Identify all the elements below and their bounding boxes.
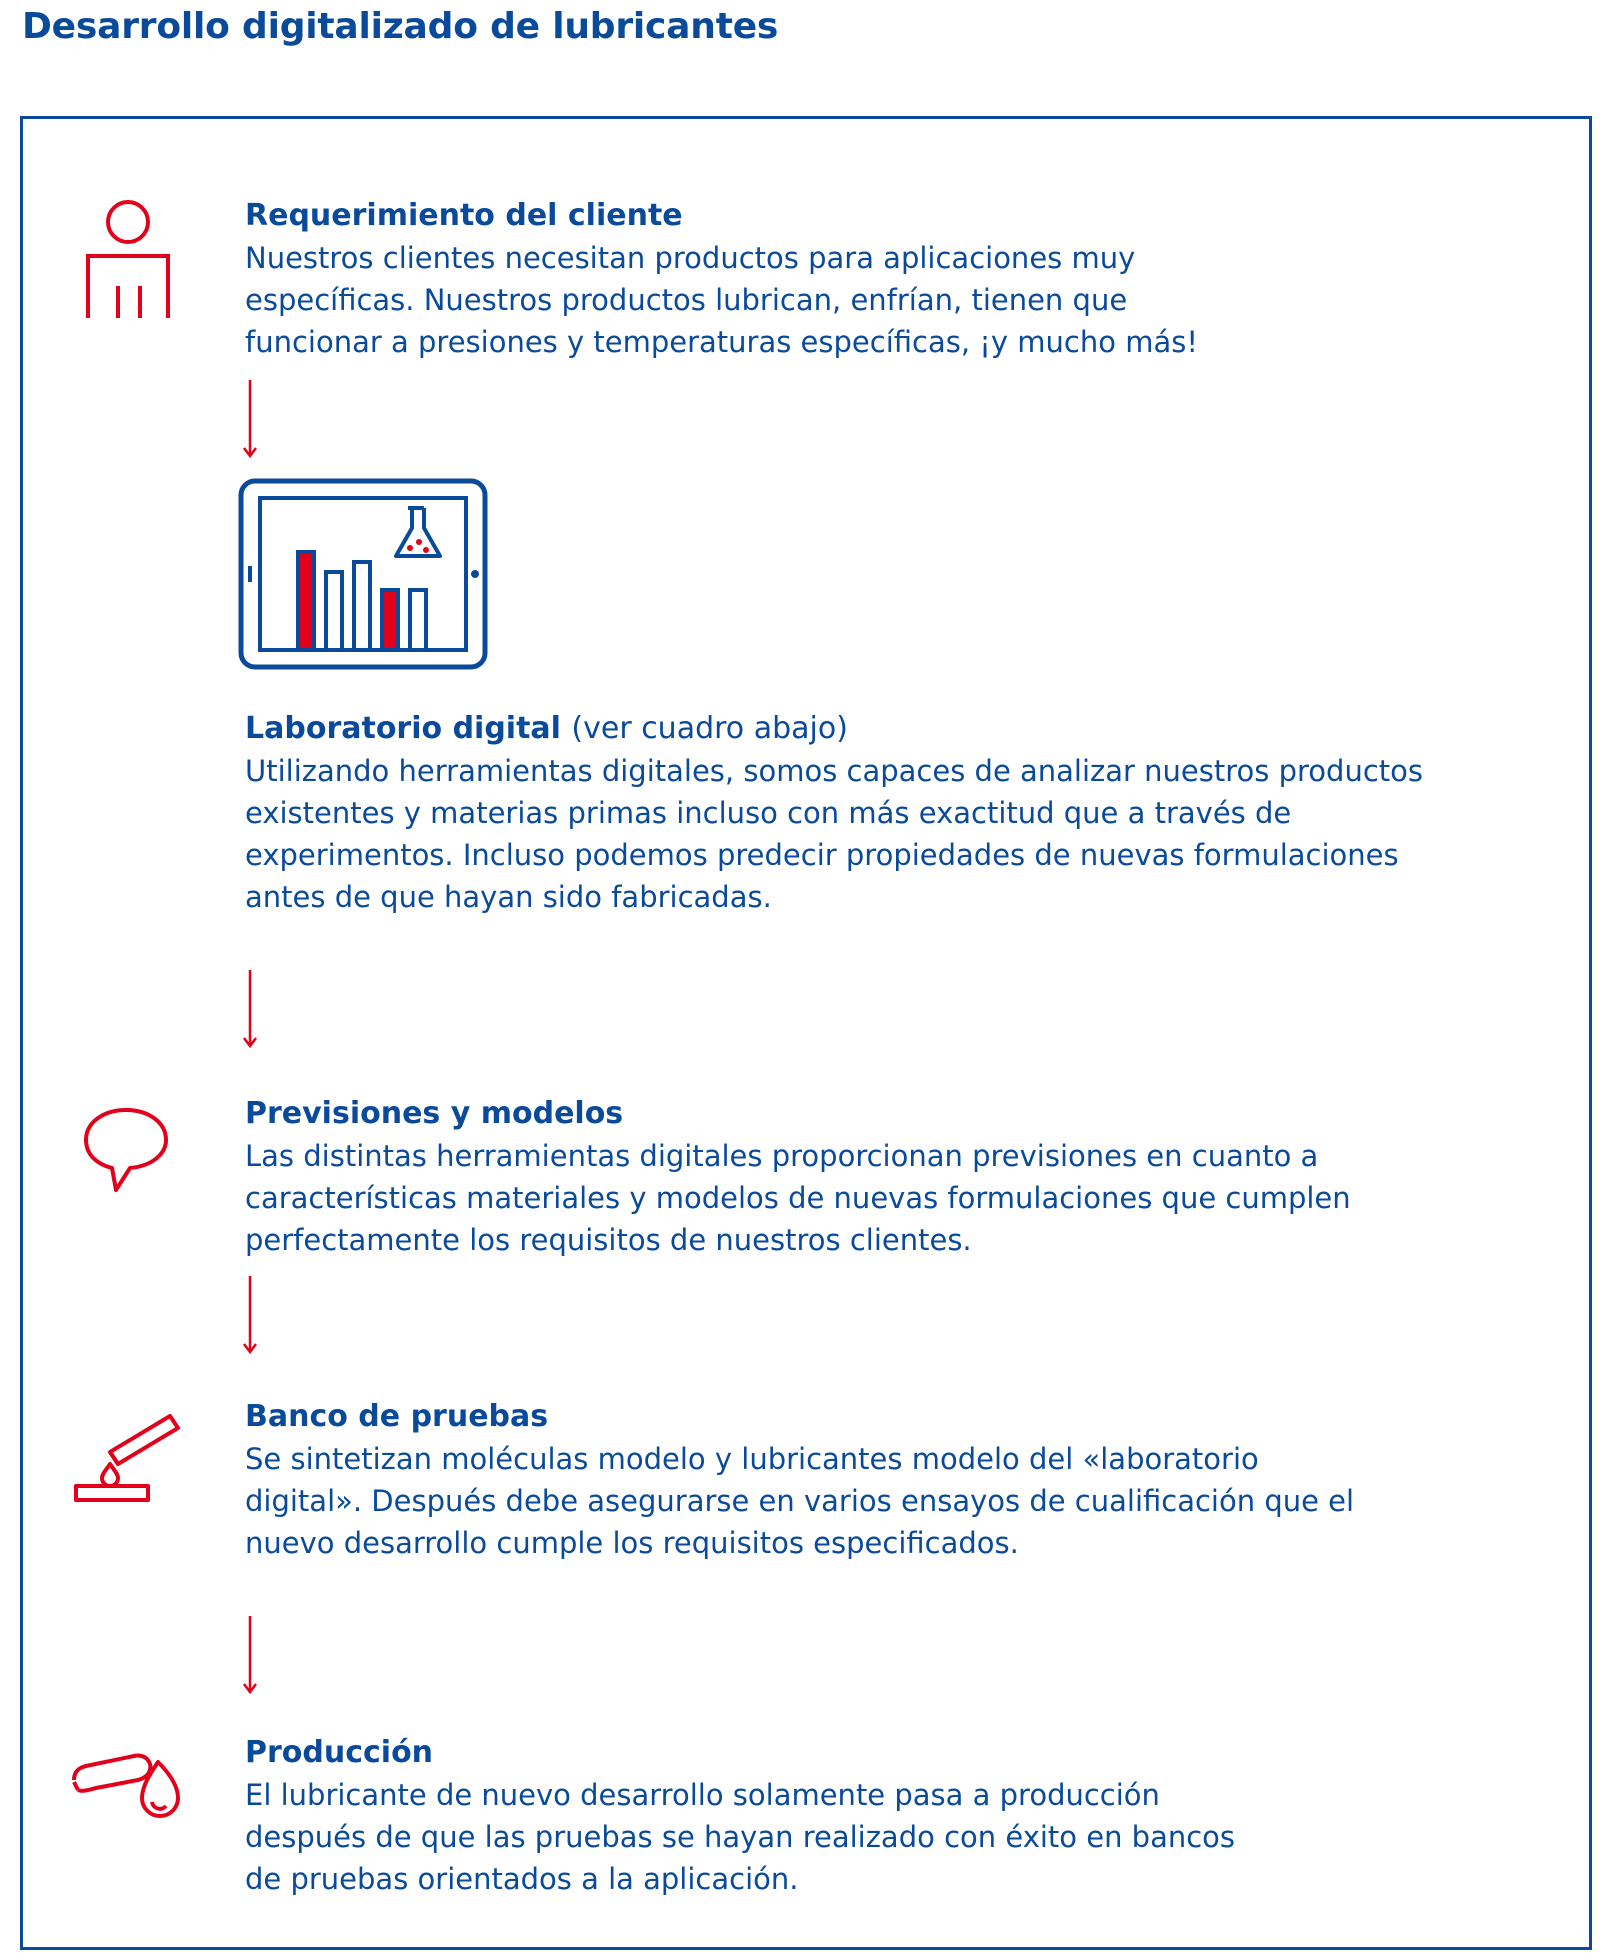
step-description: Las distintas herramientas digitales proporcionan previsiones en cuanto a características materiales y modelos de nuevas formulaciones que cumplen perfectamente los requisitos de nuestros clientes.: [245, 1139, 1351, 1257]
down-arrow-icon: [242, 1276, 258, 1356]
step-title: Producción: [245, 1735, 434, 1770]
person-icon: [82, 198, 174, 322]
speech-bubble-icon: [80, 1104, 172, 1196]
step-forecasts-models: [245, 1093, 1545, 1261]
down-arrow-icon: [242, 1616, 258, 1696]
oil-can-drop-icon: [70, 1742, 188, 1828]
step-test-bench: [245, 1396, 1545, 1564]
step-requirement: [245, 195, 1545, 363]
step-description: Nuestros clientes necesitan productos para aplicaciones muy específicas. Nuestros productos lubrican, enfrían, tienen que funcionar a presiones y temperaturas específicas, ¡y mucho más!: [245, 241, 1198, 359]
down-arrow-icon: [242, 380, 258, 460]
tablet-lab-chart-icon: [238, 478, 488, 670]
step-title: Requerimiento del cliente: [245, 198, 683, 233]
step-description: El lubricante de nuevo desarrollo solamente pasa a producción después de que las pruebas se hayan realizado con éxito en bancos de pruebas orientados a la aplicación.: [245, 1778, 1236, 1896]
step-digital-lab: [245, 708, 1545, 918]
down-arrow-icon: [242, 970, 258, 1050]
page-title: Desarrollo digitalizado de lubricantes: [22, 6, 779, 47]
test-tube-dish-icon: [72, 1408, 184, 1504]
step-title: Laboratorio digital (ver cuadro abajo): [245, 711, 848, 746]
step-production: [245, 1732, 1545, 1900]
step-title: Banco de pruebas: [245, 1399, 549, 1434]
step-description: Utilizando herramientas digitales, somos capaces de analizar nuestros productos existentes y materias primas incluso con más exactitud que a través de experimentos. Incluso podemos predecir propiedades de nuevas formulaciones antes de que hayan sido fabricadas.: [245, 754, 1423, 914]
step-title: Previsiones y modelos: [245, 1096, 624, 1131]
step-description: Se sintetizan moléculas modelo y lubricantes modelo del «laboratorio digital». Después debe asegurarse en varios ensayos de cualificación que el nuevo desarrollo cumple los requisitos especificados.: [245, 1442, 1355, 1560]
step-title-aside: (ver cuadro abajo): [571, 711, 848, 746]
